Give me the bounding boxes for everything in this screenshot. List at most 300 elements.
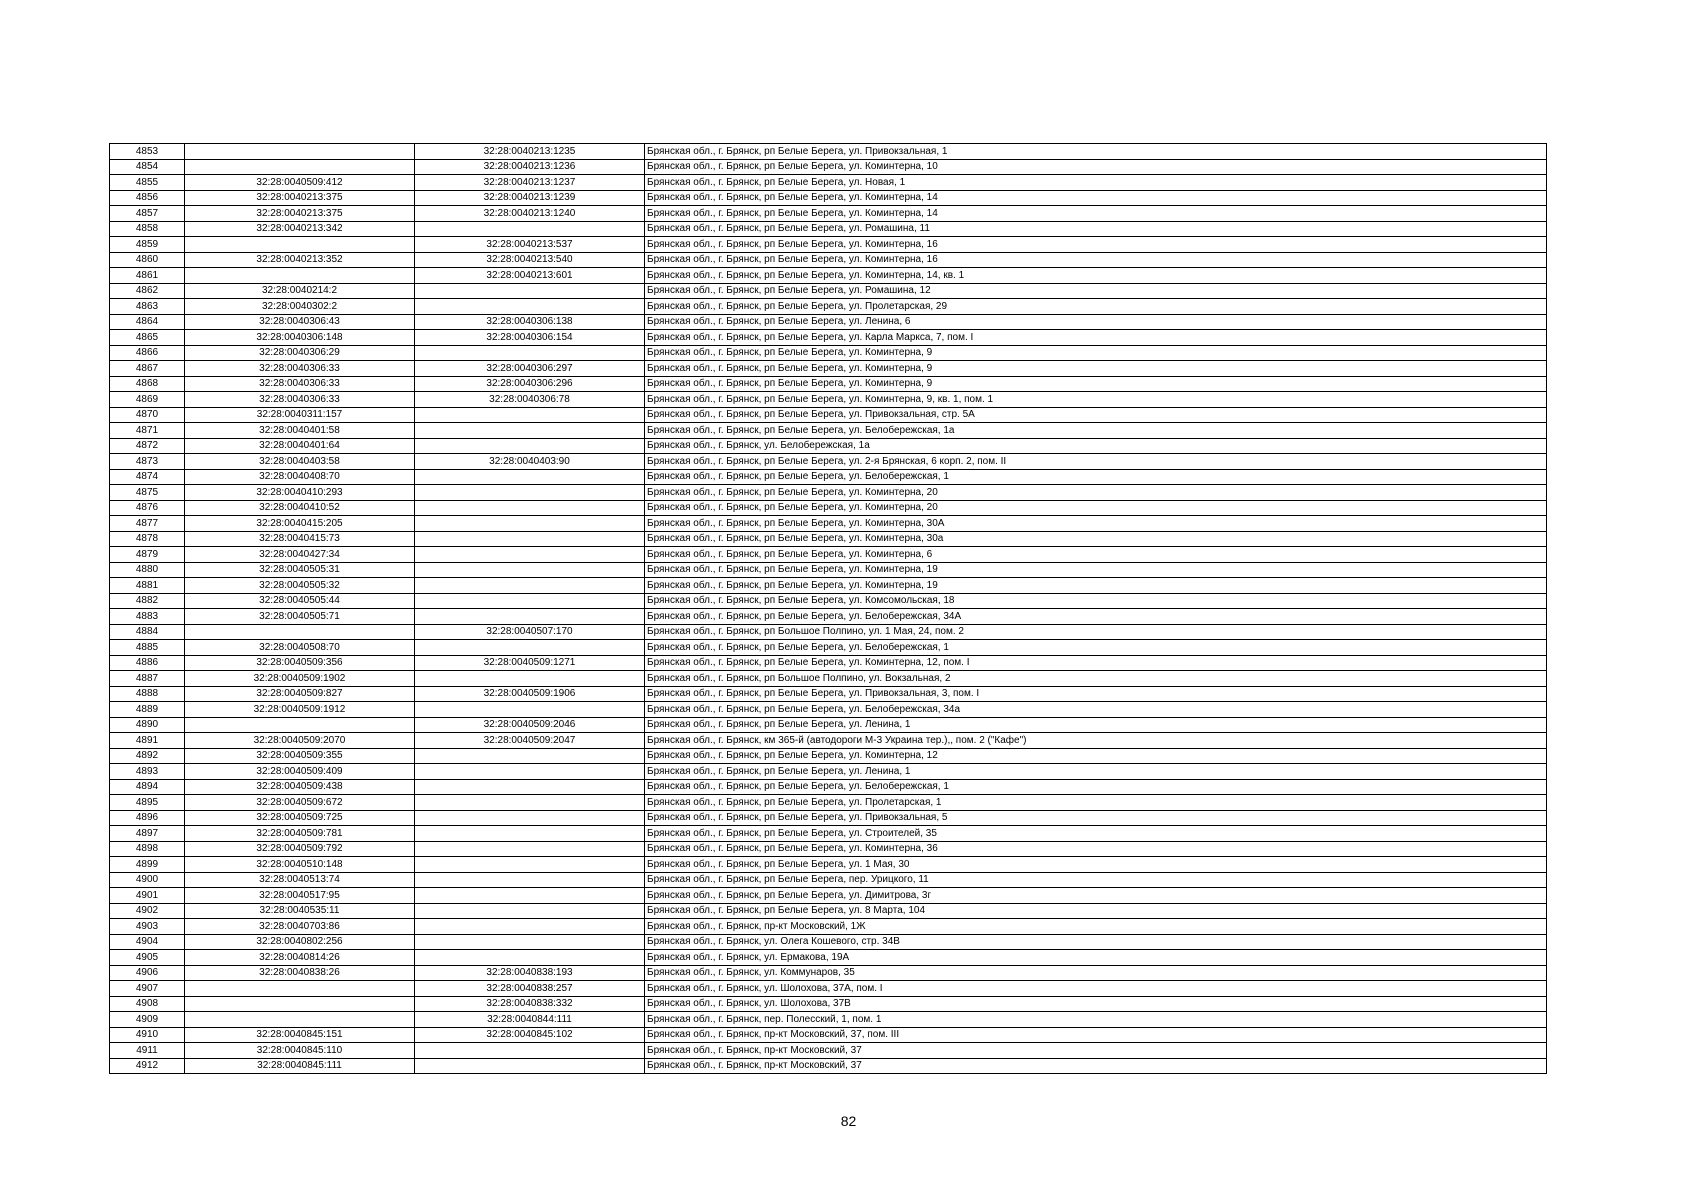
row-number-cell: 4869 [110,392,185,408]
cadastral-number-cell: 32:28:0040415:205 [185,516,415,532]
address-cell: Брянская обл., г. Брянск, рп Большое Полпино, ул. 1 Мая, 24, пом. 2 [645,624,1547,640]
table-row [110,1027,1547,1043]
table-row [110,190,1547,206]
building-cadastral-number-cell: 32:28:0040509:2046 [415,717,645,733]
building-cadastral-number-cell [415,857,645,873]
cadastral-number-cell: 32:28:0040415:73 [185,531,415,547]
building-cadastral-number-cell [415,407,645,423]
cadastral-number-cell: 32:28:0040311:157 [185,407,415,423]
address-cell: Брянская обл., г. Брянск, рп Белые Берега, ул. Коминтерна, 10 [645,159,1547,175]
cadastral-number-cell: 32:28:0040845:151 [185,1027,415,1043]
table-row [110,764,1547,780]
building-cadastral-number-cell [415,469,645,485]
address-cell: Брянская обл., г. Брянск, рп Белые Берега, ул. Коминтерна, 12, пом. I [645,655,1547,671]
building-cadastral-number-cell: 32:28:0040213:1237 [415,175,645,191]
table-row [110,965,1547,981]
building-cadastral-number-cell [415,423,645,439]
row-number-cell: 4859 [110,237,185,253]
table-row [110,159,1547,175]
address-cell: Брянская обл., г. Брянск, рп Белые Берега, ул. Привокзальная, 1 [645,144,1547,160]
cadastral-number-cell: 32:28:0040213:342 [185,221,415,237]
table-row [110,516,1547,532]
cadastral-number-cell: 32:28:0040814:26 [185,950,415,966]
table-row [110,888,1547,904]
building-cadastral-number-cell: 32:28:0040306:154 [415,330,645,346]
table-row [110,485,1547,501]
table-row [110,454,1547,470]
building-cadastral-number-cell: 32:28:0040213:1235 [415,144,645,160]
table-row [110,671,1547,687]
table-row [110,283,1547,299]
building-cadastral-number-cell: 32:28:0040213:1240 [415,206,645,222]
address-cell: Брянская обл., г. Брянск, рп Белые Берега, ул. Привокзальная, стр. 5А [645,407,1547,423]
building-cadastral-number-cell [415,779,645,795]
building-cadastral-number-cell: 32:28:0040213:540 [415,252,645,268]
address-cell: Брянская обл., г. Брянск, рп Белые Берега, ул. Пролетарская, 29 [645,299,1547,315]
row-number-cell: 4857 [110,206,185,222]
row-number-cell: 4892 [110,748,185,764]
table-row [110,857,1547,873]
address-cell: Брянская обл., г. Брянск, рп Белые Берега, ул. Комсомольская, 18 [645,593,1547,609]
building-cadastral-number-cell [415,299,645,315]
address-cell: Брянская обл., г. Брянск, рп Белые Берега, ул. Белобережская, 1 [645,779,1547,795]
address-cell: Брянская обл., г. Брянск, рп Белые Берега, пер. Урицкого, 11 [645,872,1547,888]
building-cadastral-number-cell: 32:28:0040306:138 [415,314,645,330]
row-number-cell: 4854 [110,159,185,175]
address-cell: Брянская обл., г. Брянск, рп Белые Берега, ул. Коминтерна, 19 [645,562,1547,578]
building-cadastral-number-cell: 32:28:0040845:102 [415,1027,645,1043]
address-cell: Брянская обл., г. Брянск, рп Белые Берега, ул. Коминтерна, 14 [645,190,1547,206]
building-cadastral-number-cell: 32:28:0040509:2047 [415,733,645,749]
address-cell: Брянская обл., г. Брянск, рп Белые Берега, ул. Коминтерна, 19 [645,578,1547,594]
row-number-cell: 4883 [110,609,185,625]
table-row [110,361,1547,377]
building-cadastral-number-cell: 32:28:0040306:296 [415,376,645,392]
cadastral-number-cell [185,159,415,175]
cadastral-number-cell: 32:28:0040535:11 [185,903,415,919]
building-cadastral-number-cell [415,562,645,578]
row-number-cell: 4873 [110,454,185,470]
row-number-cell: 4876 [110,500,185,516]
address-cell: Брянская обл., г. Брянск, рп Белые Берега, ул. Белобережская, 1а [645,423,1547,439]
building-cadastral-number-cell [415,283,645,299]
cadastral-number-cell: 32:28:0040509:827 [185,686,415,702]
cadastral-number-cell: 32:28:0040401:64 [185,438,415,454]
row-number-cell: 4879 [110,547,185,563]
table-row [110,733,1547,749]
table-row [110,314,1547,330]
address-cell: Брянская обл., г. Брянск, рп Белые Берега, ул. Привокзальная, 5 [645,810,1547,826]
table-row [110,252,1547,268]
cadastral-number-cell: 32:28:0040306:29 [185,345,415,361]
cadastral-number-cell: 32:28:0040306:43 [185,314,415,330]
row-number-cell: 4912 [110,1058,185,1074]
building-cadastral-number-cell [415,547,645,563]
address-cell: Брянская обл., г. Брянск, рп Белые Берега, ул. Ромашина, 12 [645,283,1547,299]
cadastral-number-cell: 32:28:0040427:34 [185,547,415,563]
row-number-cell: 4878 [110,531,185,547]
address-cell: Брянская обл., г. Брянск, рп Белые Берега, ул. Коминтерна, 9 [645,361,1547,377]
cadastral-number-cell: 32:28:0040845:111 [185,1058,415,1074]
cadastral-number-cell: 32:28:0040505:71 [185,609,415,625]
table-row [110,996,1547,1012]
address-cell: Брянская обл., г. Брянск, рп Белые Берега, ул. Коминтерна, 30А [645,516,1547,532]
table-row [110,547,1547,563]
address-cell: Брянская обл., г. Брянск, ул. Белобережская, 1а [645,438,1547,454]
address-cell: Брянская обл., г. Брянск, рп Белые Берега, ул. Привокзальная, 3, пом. I [645,686,1547,702]
page-number: 82 [840,1113,857,1129]
address-cell: Брянская обл., г. Брянск, пр-кт Московский, 1Ж [645,919,1547,935]
building-cadastral-number-cell [415,764,645,780]
building-cadastral-number-cell: 32:28:0040213:1239 [415,190,645,206]
building-cadastral-number-cell [415,1043,645,1059]
row-number-cell: 4898 [110,841,185,857]
cadastral-number-cell: 32:28:0040302:2 [185,299,415,315]
address-cell: Брянская обл., г. Брянск, рп Белые Берега, ул. Коминтерна, 36 [645,841,1547,857]
row-number-cell: 4874 [110,469,185,485]
building-cadastral-number-cell: 32:28:0040507:170 [415,624,645,640]
cadastral-number-cell: 32:28:0040509:2070 [185,733,415,749]
row-number-cell: 4868 [110,376,185,392]
building-cadastral-number-cell [415,593,645,609]
address-cell: Брянская обл., г. Брянск, рп Белые Берега, ул. Димитрова, 3г [645,888,1547,904]
address-cell: Брянская обл., г. Брянск, рп Белые Берега, ул. Коминтерна, 20 [645,500,1547,516]
table-row [110,702,1547,718]
row-number-cell: 4910 [110,1027,185,1043]
building-cadastral-number-cell: 32:28:0040509:1271 [415,655,645,671]
row-number-cell: 4865 [110,330,185,346]
address-cell: Брянская обл., г. Брянск, рп Белые Берега, ул. Коминтерна, 20 [645,485,1547,501]
building-cadastral-number-cell [415,872,645,888]
cadastral-number-cell [185,144,415,160]
table-row [110,562,1547,578]
table-row [110,919,1547,935]
building-cadastral-number-cell: 32:28:0040838:257 [415,981,645,997]
cadastral-number-cell [185,717,415,733]
address-cell: Брянская обл., г. Брянск, рп Белые Берега, ул. Белобережская, 1 [645,640,1547,656]
table-row [110,376,1547,392]
table-row [110,578,1547,594]
address-cell: Брянская обл., г. Брянск, рп Белые Берега, ул. Пролетарская, 1 [645,795,1547,811]
registry-table [109,143,1547,1074]
table-row [110,717,1547,733]
building-cadastral-number-cell [415,795,645,811]
row-number-cell: 4900 [110,872,185,888]
row-number-cell: 4860 [110,252,185,268]
building-cadastral-number-cell: 32:28:0040838:332 [415,996,645,1012]
address-cell: Брянская обл., г. Брянск, пр-кт Московский, 37, пом. III [645,1027,1547,1043]
table-row [110,624,1547,640]
table-row [110,330,1547,346]
table-row [110,934,1547,950]
table-row [110,144,1547,160]
building-cadastral-number-cell: 32:28:0040844:111 [415,1012,645,1028]
cadastral-number-cell: 32:28:0040403:58 [185,454,415,470]
cadastral-number-cell: 32:28:0040410:52 [185,500,415,516]
building-cadastral-number-cell [415,671,645,687]
table-row [110,299,1547,315]
cadastral-number-cell: 32:28:0040845:110 [185,1043,415,1059]
cadastral-number-cell: 32:28:0040509:672 [185,795,415,811]
row-number-cell: 4896 [110,810,185,826]
table-row [110,237,1547,253]
building-cadastral-number-cell: 32:28:0040306:78 [415,392,645,408]
table-row [110,469,1547,485]
cadastral-number-cell [185,1012,415,1028]
row-number-cell: 4853 [110,144,185,160]
row-number-cell: 4886 [110,655,185,671]
row-number-cell: 4911 [110,1043,185,1059]
table-row [110,423,1547,439]
row-number-cell: 4908 [110,996,185,1012]
building-cadastral-number-cell [415,1058,645,1074]
row-number-cell: 4856 [110,190,185,206]
row-number-cell: 4866 [110,345,185,361]
row-number-cell: 4903 [110,919,185,935]
table-row [110,795,1547,811]
table-row [110,841,1547,857]
cadastral-number-cell [185,237,415,253]
row-number-cell: 4905 [110,950,185,966]
cadastral-number-cell: 32:28:0040213:375 [185,206,415,222]
building-cadastral-number-cell: 32:28:0040213:1236 [415,159,645,175]
address-cell: Брянская обл., г. Брянск, рп Белые Берега, ул. Коминтерна, 9, кв. 1, пом. 1 [645,392,1547,408]
address-cell: Брянская обл., г. Брянск, ул. Шолохова, 37А, пом. I [645,981,1547,997]
cadastral-number-cell: 32:28:0040509:356 [185,655,415,671]
table-row [110,1043,1547,1059]
registry-table-body [110,144,1547,1074]
table-row [110,609,1547,625]
address-cell: Брянская обл., г. Брянск, рп Белые Берега, ул. Коминтерна, 6 [645,547,1547,563]
cadastral-number-cell: 32:28:0040838:26 [185,965,415,981]
table-row [110,872,1547,888]
building-cadastral-number-cell [415,903,645,919]
row-number-cell: 4881 [110,578,185,594]
cadastral-number-cell: 32:28:0040509:412 [185,175,415,191]
building-cadastral-number-cell [415,221,645,237]
row-number-cell: 4877 [110,516,185,532]
row-number-cell: 4907 [110,981,185,997]
cadastral-number-cell: 32:28:0040214:2 [185,283,415,299]
cadastral-number-cell: 32:28:0040306:33 [185,376,415,392]
cadastral-number-cell: 32:28:0040213:352 [185,252,415,268]
table-row [110,593,1547,609]
row-number-cell: 4887 [110,671,185,687]
building-cadastral-number-cell [415,485,645,501]
table-row [110,826,1547,842]
table-row [110,1012,1547,1028]
row-number-cell: 4889 [110,702,185,718]
address-cell: Брянская обл., г. Брянск, рп Белые Берега, ул. Коминтерна, 14, кв. 1 [645,268,1547,284]
building-cadastral-number-cell: 32:28:0040213:601 [415,268,645,284]
address-cell: Брянская обл., г. Брянск, ул. Коммунаров, 35 [645,965,1547,981]
table-row [110,392,1547,408]
address-cell: Брянская обл., г. Брянск, рп Белые Берега, ул. Карла Маркса, 7, пом. I [645,330,1547,346]
cadastral-number-cell: 32:28:0040408:70 [185,469,415,485]
address-cell: Брянская обл., г. Брянск, рп Белые Берега, ул. Ленина, 6 [645,314,1547,330]
cadastral-number-cell: 32:28:0040513:74 [185,872,415,888]
table-row [110,981,1547,997]
building-cadastral-number-cell: 32:28:0040838:193 [415,965,645,981]
row-number-cell: 4891 [110,733,185,749]
building-cadastral-number-cell [415,500,645,516]
row-number-cell: 4862 [110,283,185,299]
table-row [110,779,1547,795]
address-cell: Брянская обл., г. Брянск, пр-кт Московский, 37 [645,1043,1547,1059]
address-cell: Брянская обл., г. Брянск, рп Белые Берега, ул. Коминтерна, 9 [645,376,1547,392]
address-cell: Брянская обл., г. Брянск, ул. Ермакова, 19А [645,950,1547,966]
row-number-cell: 4895 [110,795,185,811]
building-cadastral-number-cell [415,345,645,361]
row-number-cell: 4870 [110,407,185,423]
building-cadastral-number-cell [415,438,645,454]
row-number-cell: 4875 [110,485,185,501]
building-cadastral-number-cell [415,934,645,950]
row-number-cell: 4888 [110,686,185,702]
address-cell: Брянская обл., г. Брянск, рп Белые Берега, ул. Коминтерна, 9 [645,345,1547,361]
building-cadastral-number-cell [415,810,645,826]
address-cell: Брянская обл., г. Брянск, рп Белые Берега, ул. Коминтерна, 16 [645,237,1547,253]
table-row [110,221,1547,237]
cadastral-number-cell: 32:28:0040509:438 [185,779,415,795]
table-row [110,206,1547,222]
cadastral-number-cell: 32:28:0040401:58 [185,423,415,439]
cadastral-number-cell: 32:28:0040306:33 [185,392,415,408]
row-number-cell: 4904 [110,934,185,950]
address-cell: Брянская обл., г. Брянск, рп Белые Берега, ул. Ленина, 1 [645,717,1547,733]
address-cell: Брянская обл., г. Брянск, ул. Олега Кошевого, стр. 34В [645,934,1547,950]
address-cell: Брянская обл., г. Брянск, пр-кт Московский, 37 [645,1058,1547,1074]
address-cell: Брянская обл., г. Брянск, рп Белые Берега, ул. Ленина, 1 [645,764,1547,780]
row-number-cell: 4885 [110,640,185,656]
table-row [110,407,1547,423]
address-cell: Брянская обл., г. Брянск, рп Белые Берега, ул. Коминтерна, 14 [645,206,1547,222]
row-number-cell: 4882 [110,593,185,609]
table-row [110,903,1547,919]
address-cell: Брянская обл., г. Брянск, рп Белые Берега, ул. 1 Мая, 30 [645,857,1547,873]
building-cadastral-number-cell [415,888,645,904]
table-row [110,810,1547,826]
table-row [110,655,1547,671]
building-cadastral-number-cell [415,516,645,532]
building-cadastral-number-cell: 32:28:0040403:90 [415,454,645,470]
building-cadastral-number-cell: 32:28:0040306:297 [415,361,645,377]
cadastral-number-cell: 32:28:0040410:293 [185,485,415,501]
address-cell: Брянская обл., г. Брянск, рп Белые Берега, ул. Белобережская, 34а [645,702,1547,718]
table-row [110,531,1547,547]
cadastral-number-cell: 32:28:0040510:148 [185,857,415,873]
row-number-cell: 4890 [110,717,185,733]
row-number-cell: 4897 [110,826,185,842]
table-row [110,748,1547,764]
address-cell: Брянская обл., г. Брянск, рп Белые Берега, ул. 2-я Брянская, 6 корп. 2, пом. II [645,454,1547,470]
table-row [110,438,1547,454]
address-cell: Брянская обл., г. Брянск, рп Белые Берега, ул. Коминтерна, 12 [645,748,1547,764]
cadastral-number-cell [185,624,415,640]
row-number-cell: 4899 [110,857,185,873]
row-number-cell: 4855 [110,175,185,191]
table-row [110,500,1547,516]
address-cell: Брянская обл., г. Брянск, рп Белые Берега, ул. Коминтерна, 16 [645,252,1547,268]
address-cell: Брянская обл., г. Брянск, км 365-й (автодороги М-3 Украина тер.),, пом. 2 ("Кафе") [645,733,1547,749]
address-cell: Брянская обл., г. Брянск, ул. Шолохова, 37В [645,996,1547,1012]
address-cell: Брянская обл., г. Брянск, рп Белые Берега, ул. Белобережская, 34А [645,609,1547,625]
row-number-cell: 4901 [110,888,185,904]
table-row [110,268,1547,284]
address-cell: Брянская обл., г. Брянск, рп Белые Берега, ул. 8 Марта, 104 [645,903,1547,919]
cadastral-number-cell: 32:28:0040509:792 [185,841,415,857]
row-number-cell: 4884 [110,624,185,640]
building-cadastral-number-cell: 32:28:0040213:537 [415,237,645,253]
cadastral-number-cell: 32:28:0040505:32 [185,578,415,594]
address-cell: Брянская обл., г. Брянск, рп Белые Берега, ул. Новая, 1 [645,175,1547,191]
row-number-cell: 4880 [110,562,185,578]
building-cadastral-number-cell [415,702,645,718]
cadastral-number-cell: 32:28:0040509:1912 [185,702,415,718]
address-cell: Брянская обл., г. Брянск, рп Белые Берега, ул. Строителей, 35 [645,826,1547,842]
row-number-cell: 4867 [110,361,185,377]
row-number-cell: 4871 [110,423,185,439]
table-row [110,1058,1547,1074]
row-number-cell: 4864 [110,314,185,330]
cadastral-number-cell: 32:28:0040509:781 [185,826,415,842]
cadastral-number-cell: 32:28:0040508:70 [185,640,415,656]
cadastral-number-cell [185,981,415,997]
building-cadastral-number-cell [415,578,645,594]
row-number-cell: 4861 [110,268,185,284]
building-cadastral-number-cell [415,609,645,625]
cadastral-number-cell: 32:28:0040505:44 [185,593,415,609]
cadastral-number-cell: 32:28:0040306:33 [185,361,415,377]
cadastral-number-cell: 32:28:0040509:355 [185,748,415,764]
row-number-cell: 4893 [110,764,185,780]
table-row [110,175,1547,191]
cadastral-number-cell: 32:28:0040509:409 [185,764,415,780]
cadastral-number-cell: 32:28:0040509:1902 [185,671,415,687]
address-cell: Брянская обл., г. Брянск, рп Большое Полпино, ул. Вокзальная, 2 [645,671,1547,687]
table-row [110,686,1547,702]
building-cadastral-number-cell [415,748,645,764]
cadastral-number-cell: 32:28:0040802:256 [185,934,415,950]
cadastral-number-cell [185,996,415,1012]
row-number-cell: 4858 [110,221,185,237]
row-number-cell: 4909 [110,1012,185,1028]
building-cadastral-number-cell [415,826,645,842]
row-number-cell: 4863 [110,299,185,315]
address-cell: Брянская обл., г. Брянск, рп Белые Берега, ул. Коминтерна, 30а [645,531,1547,547]
row-number-cell: 4902 [110,903,185,919]
address-cell: Брянская обл., г. Брянск, пер. Полесский, 1, пом. 1 [645,1012,1547,1028]
building-cadastral-number-cell [415,640,645,656]
building-cadastral-number-cell [415,919,645,935]
row-number-cell: 4872 [110,438,185,454]
cadastral-number-cell: 32:28:0040306:148 [185,330,415,346]
table-row [110,640,1547,656]
building-cadastral-number-cell [415,841,645,857]
cadastral-number-cell: 32:28:0040505:31 [185,562,415,578]
table-row [110,345,1547,361]
building-cadastral-number-cell [415,531,645,547]
building-cadastral-number-cell [415,950,645,966]
cadastral-number-cell: 32:28:0040509:725 [185,810,415,826]
building-cadastral-number-cell: 32:28:0040509:1906 [415,686,645,702]
row-number-cell: 4894 [110,779,185,795]
cadastral-number-cell: 32:28:0040213:375 [185,190,415,206]
address-cell: Брянская обл., г. Брянск, рп Белые Берега, ул. Ромашина, 11 [645,221,1547,237]
cadastral-number-cell: 32:28:0040517:95 [185,888,415,904]
cadastral-number-cell: 32:28:0040703:86 [185,919,415,935]
cadastral-number-cell [185,268,415,284]
